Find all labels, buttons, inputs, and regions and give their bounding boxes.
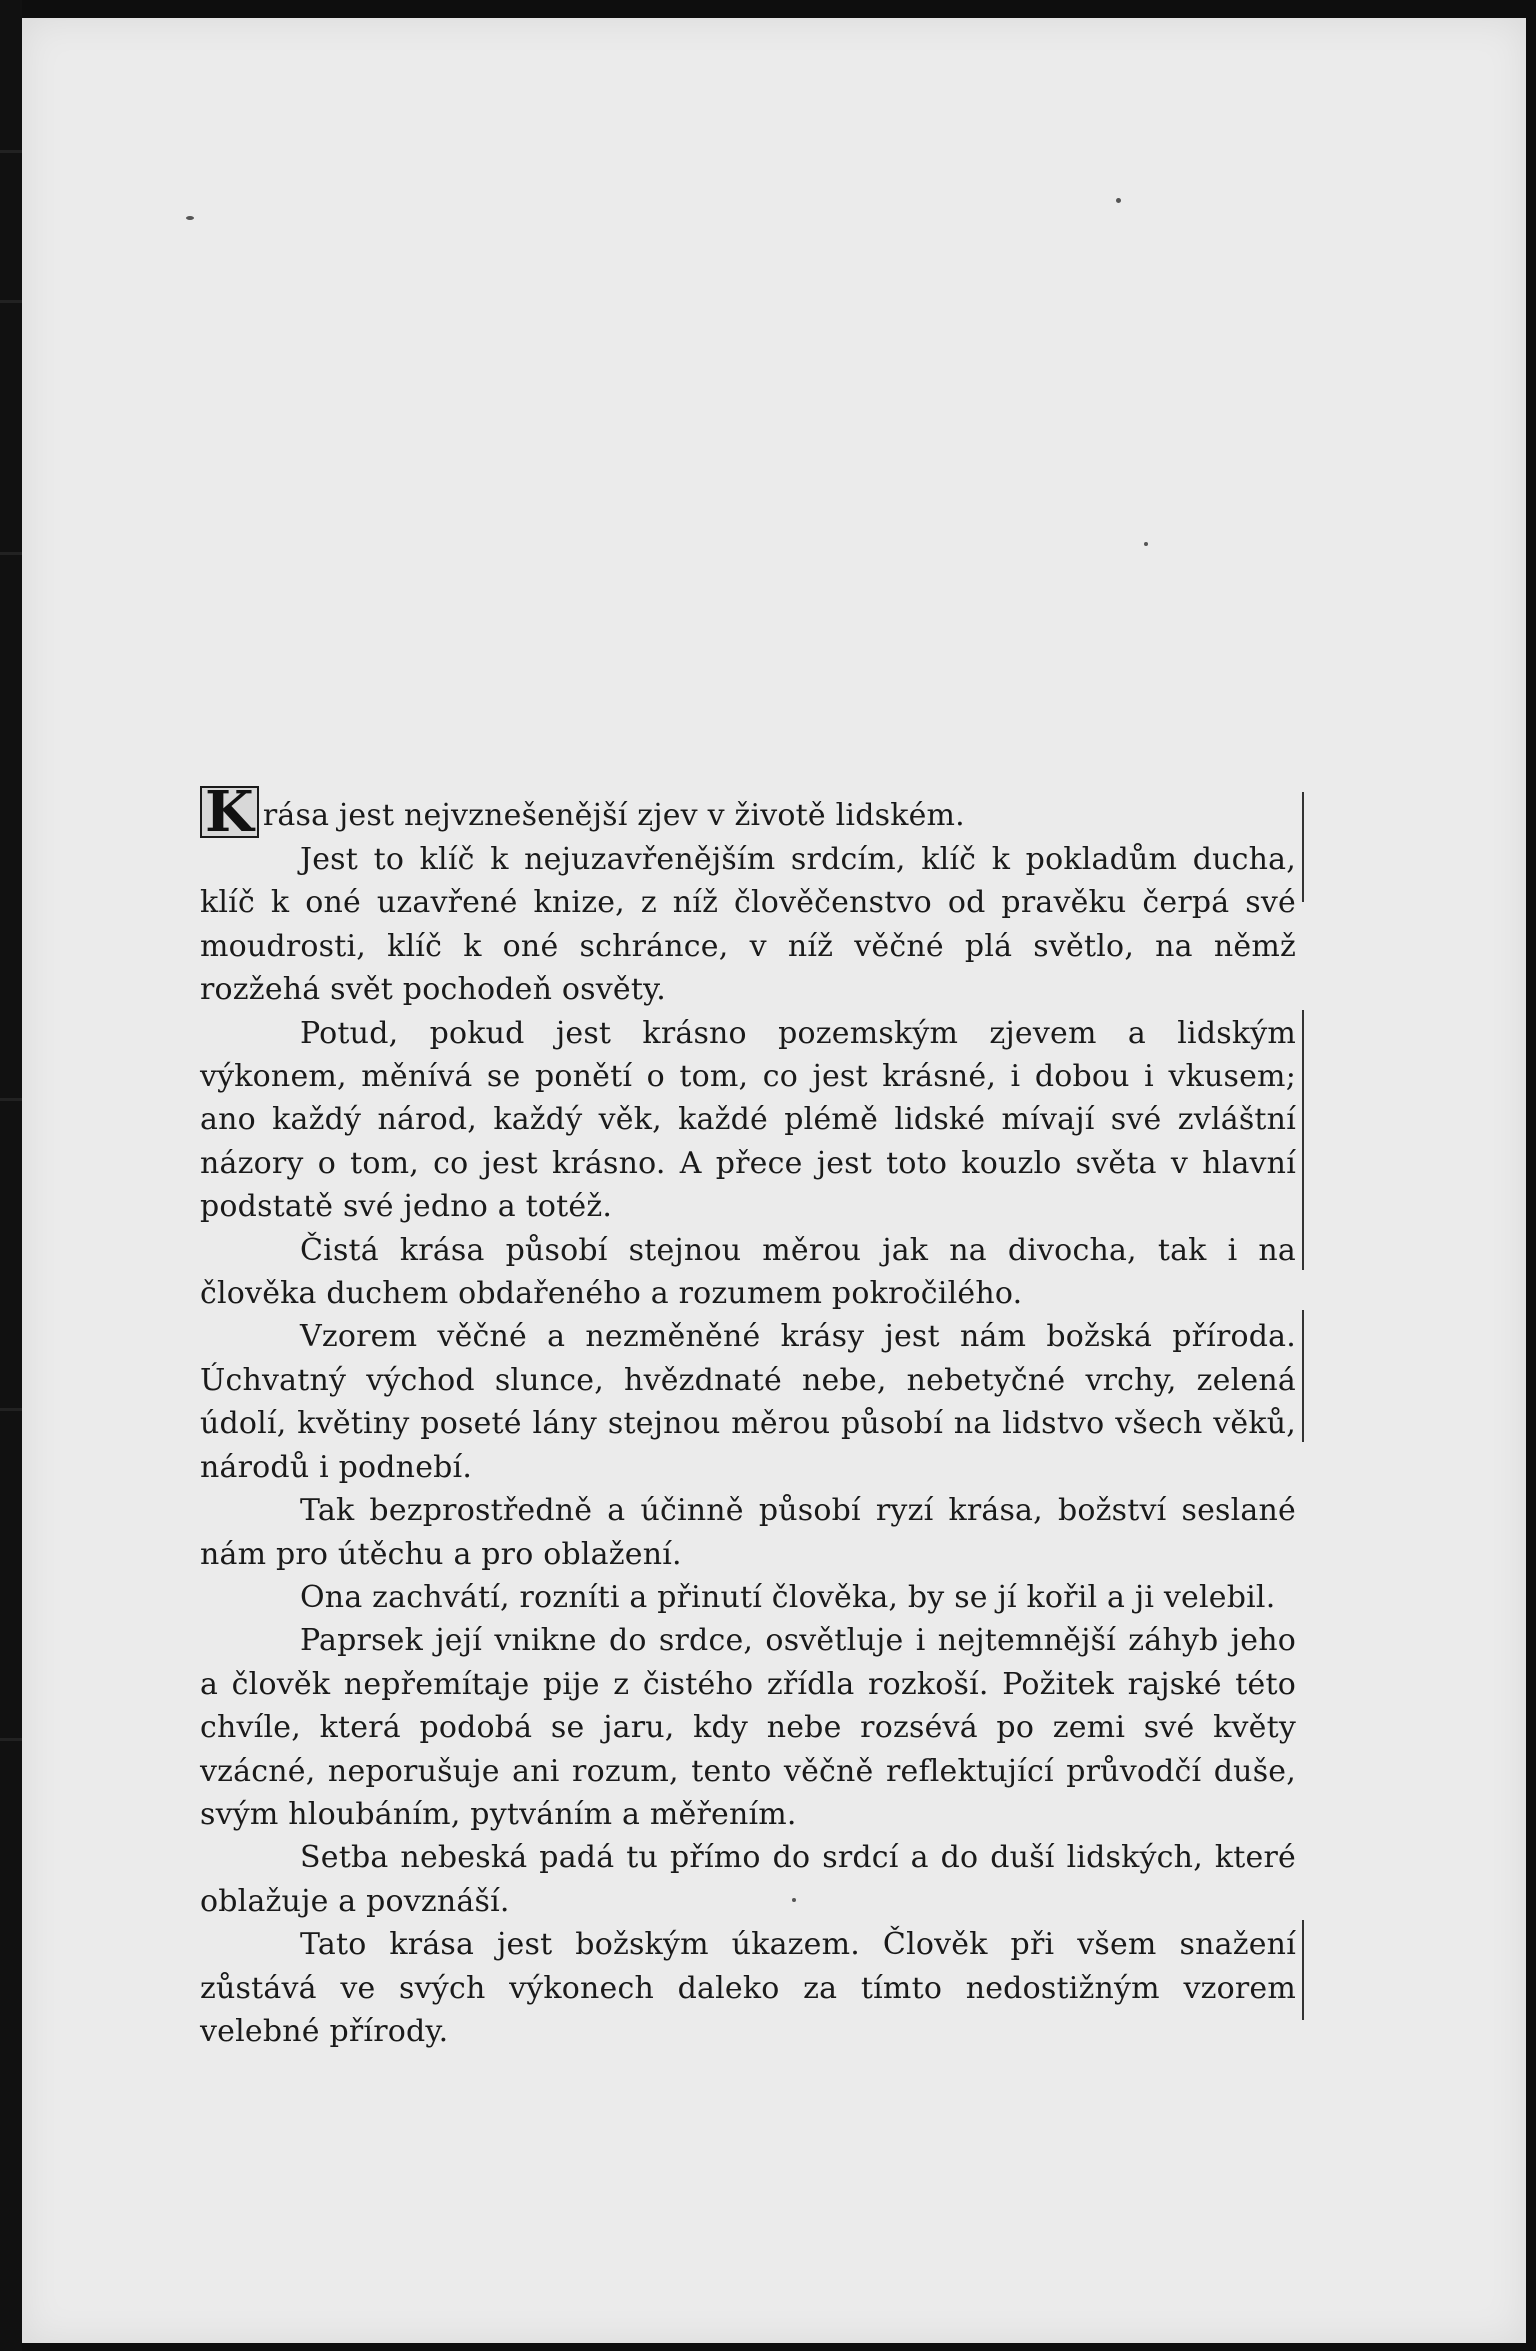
paper-speck [1144, 542, 1148, 546]
body-text [200, 779, 1296, 2053]
opening-line [200, 779, 1296, 845]
drop-cap: K [200, 786, 259, 838]
paper-speck [186, 216, 194, 220]
paragraph: Ona zachvátí, rozníti a přinutí člověka, by se jí kořil a ji velebil. [300, 1579, 1276, 1615]
opening-line-text: rása jest nejvznešenější zjev v životě lidském. [262, 798, 965, 833]
paragraph: Tato krása jest božským úkazem. Člověk při všem snažení zůstává ve svých výkonech daleko za tímto nedostižným vzorem velebné přírody. [200, 1927, 1296, 2049]
paragraph: Čistá krása působí stejnou měrou jak na divocha, tak i na člověka duchem obdařeného a rozumem pokročilého. [200, 1232, 1296, 1312]
paragraph: Setba nebeská padá tu přímo do srdcí a do duší lidských, které oblažuje a povznáší. [200, 1840, 1296, 1919]
paper-speck [1116, 198, 1121, 203]
paragraph: Paprsek její vnikne do srdce, osvětluje i nejtemnější záhyb jeho a člověk nepřemítaje pije z čistého zřídla rozkoší. Požitek rajské této chvíle, která podobá se jaru, kdy nebe rozsévá po zemi své květy vzácné, neporušuje ani rozum, tento věčně reflektující průvodčí duše, svým hloubáním, pytváním a měřením. [200, 1623, 1296, 1832]
paragraph: Tak bezprostředně a účinně působí ryzí krása, božství seslané nám pro útěchu a pro oblažení. [200, 1493, 1296, 1572]
paragraph: Jest to klíč k nejuzavřenějším srdcím, klíč k pokladům ducha, klíč k oné uzavřené knize, z níž člověčenstvo od pravěku čerpá své moudrosti, klíč k oné schránce, v níž věčné plá světlo, na němž rozžehá svět pochodeň osvěty. [200, 842, 1296, 1008]
paragraph: Vzorem věčné a nezměněné krásy jest nám božská příroda. Úchvatný východ slunce, hvězdnaté nebe, nebetyčné vrchy, zelená údolí, květiny poseté lány stejnou měrou působí na lidstvo všech věků, národů i podnebí. [200, 1319, 1296, 1485]
paragraph: Potud, pokud jest krásno pozemským zjevem a lidským výkonem, měnívá se ponětí o tom, co jest krásné, i dobou i vkusem; ano každý národ, každý věk, každé plémě lidské mívají své zvláštní názory o tom, co jest krásno. A přece jest toto kouzlo světa v hlavní podstatě své jedno a totéž. [200, 1015, 1296, 1225]
binding-edge [0, 0, 22, 2351]
